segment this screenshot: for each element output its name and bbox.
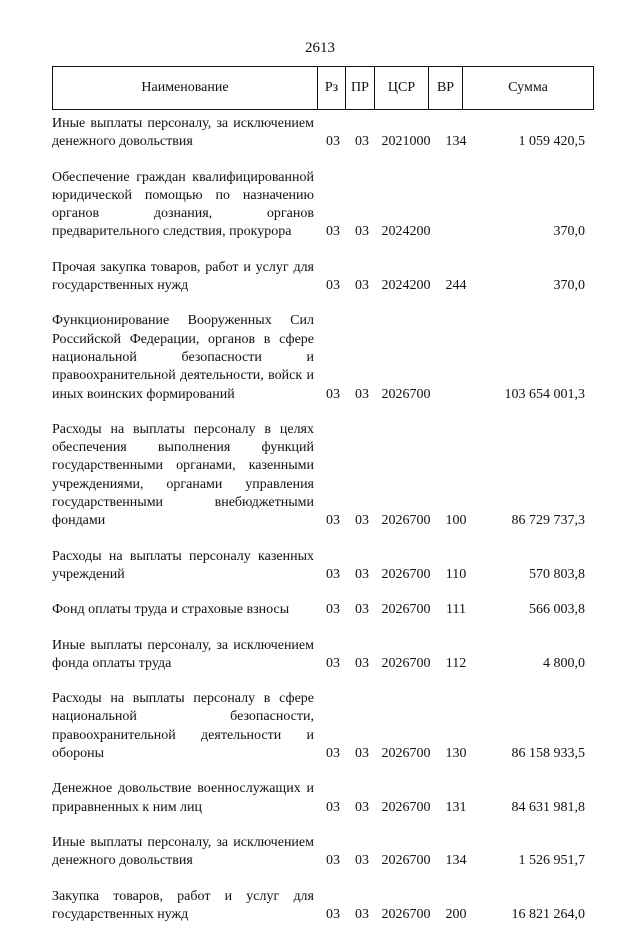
row-sum: 1 059 420,5 — [518, 134, 585, 150]
row-csr: 2026700 — [381, 513, 431, 529]
row-vr: 130 — [445, 746, 467, 762]
page-number: 2613 — [305, 40, 335, 56]
row-name: Расходы на выплаты персоналу в целях обеспечения выполнения функций государственными органами, казенными учреждениями, органами управления государственными внебюджетными фондами — [52, 421, 314, 529]
row-csr: 2026700 — [381, 602, 431, 618]
row-name: Фонд оплаты труда и страховые взносы — [52, 602, 290, 618]
table-row — [52, 416, 593, 531]
table-row — [52, 883, 593, 925]
table-row — [52, 307, 593, 403]
row-csr: 2026700 — [381, 746, 431, 762]
row-rz: 03 — [326, 799, 340, 815]
row-csr: 2026700 — [381, 799, 431, 815]
row-sum: 4 800,0 — [543, 655, 585, 671]
row-rz: 03 — [326, 853, 340, 869]
row-sum: 86 729 737,3 — [511, 513, 585, 529]
table-row — [52, 543, 593, 585]
row-pr: 03 — [355, 746, 369, 762]
row-name: Иные выплаты персоналу, за исключением денежного довольствия — [52, 834, 314, 869]
table-body — [52, 110, 593, 936]
row-pr: 03 — [355, 386, 369, 402]
header-name: Наименование — [53, 67, 318, 110]
row-csr: 2024200 — [381, 224, 431, 240]
row-csr: 2026700 — [381, 386, 431, 402]
row-sum: 566 003,8 — [529, 602, 585, 618]
row-rz: 03 — [326, 655, 340, 671]
row-rz: 03 — [326, 278, 340, 294]
row-csr: 2026700 — [381, 566, 431, 582]
row-pr: 03 — [355, 602, 369, 618]
row-pr: 03 — [355, 566, 369, 582]
row-rz: 03 — [326, 134, 340, 150]
row-vr: 200 — [445, 906, 467, 922]
row-vr: 112 — [445, 655, 467, 671]
table-row — [52, 775, 593, 817]
table-header — [52, 66, 594, 110]
row-sum: 570 803,8 — [529, 566, 585, 582]
row-pr: 03 — [355, 278, 369, 294]
row-name: Прочая закупка товаров, работ и услуг для государственных нужд — [52, 259, 314, 294]
row-sum: 16 821 264,0 — [511, 906, 585, 922]
header-csr: ЦСР — [375, 67, 429, 110]
header-rz: Рз — [318, 67, 346, 110]
row-csr: 2026700 — [381, 853, 431, 869]
row-name: Закупка товаров, работ и услуг для государственных нужд — [52, 888, 314, 922]
row-name: Денежное довольствие военнослужащих и приравненных к ним лиц — [52, 781, 314, 815]
row-name: Иные выплаты персоналу, за исключением денежного довольствия — [52, 116, 314, 150]
header-sum: Сумма — [463, 67, 594, 110]
row-csr: 2026700 — [381, 906, 431, 922]
row-vr: 134 — [445, 134, 467, 150]
row-sum: 103 654 001,3 — [504, 386, 585, 402]
row-pr: 03 — [355, 655, 369, 671]
row-vr: 100 — [445, 513, 467, 529]
row-sum: 86 158 933,5 — [511, 746, 585, 762]
row-name: Расходы на выплаты персоналу в сфере национальной безопасности, правоохранительной деятельности и обороны — [52, 691, 314, 762]
row-vr: 111 — [446, 602, 466, 618]
row-sum: 1 526 951,7 — [518, 853, 585, 869]
row-csr: 2021000 — [381, 134, 431, 150]
row-pr: 03 — [355, 134, 369, 150]
row-rz: 03 — [326, 566, 340, 582]
table-row — [52, 110, 593, 152]
row-name: Функционирование Вооруженных Сил Российской Федерации, органов в сфере национальной безопасности и правоохранительной деятельности, войск и иных воинских формирований — [52, 313, 314, 402]
row-sum: 84 631 981,8 — [511, 799, 585, 815]
row-sum: 370,0 — [553, 224, 585, 240]
header-vr: ВР — [429, 67, 463, 110]
row-rz: 03 — [326, 224, 340, 240]
row-rz: 03 — [326, 906, 340, 922]
row-rz: 03 — [326, 386, 340, 402]
row-sum: 370,0 — [553, 278, 585, 294]
row-name: Расходы на выплаты персоналу казенных учреждений — [52, 548, 314, 582]
row-pr: 03 — [355, 853, 369, 869]
header-pr: ПР — [346, 67, 375, 110]
row-pr: 03 — [355, 906, 369, 922]
row-name: Обеспечение граждан квалифицированной юридической помощью по назначению органов дознания, органов предварительного следствия, прокурора — [52, 169, 314, 240]
row-rz: 03 — [326, 513, 340, 529]
row-vr: 131 — [445, 799, 467, 815]
row-name: Иные выплаты персоналу, за исключением фонда оплаты труда — [52, 637, 314, 671]
row-vr: 134 — [445, 853, 467, 869]
table-row — [52, 596, 593, 619]
row-vr: 110 — [445, 566, 467, 582]
row-vr: 244 — [445, 278, 467, 294]
table-row — [52, 254, 593, 296]
table-row — [52, 164, 593, 242]
table-row — [52, 632, 593, 674]
row-csr: 2026700 — [381, 655, 431, 671]
table-row — [52, 685, 593, 763]
row-pr: 03 — [355, 224, 369, 240]
row-pr: 03 — [355, 513, 369, 529]
row-pr: 03 — [355, 799, 369, 815]
row-rz: 03 — [326, 746, 340, 762]
row-csr: 2024200 — [381, 278, 431, 294]
row-rz: 03 — [326, 602, 340, 618]
table-row — [52, 829, 593, 871]
